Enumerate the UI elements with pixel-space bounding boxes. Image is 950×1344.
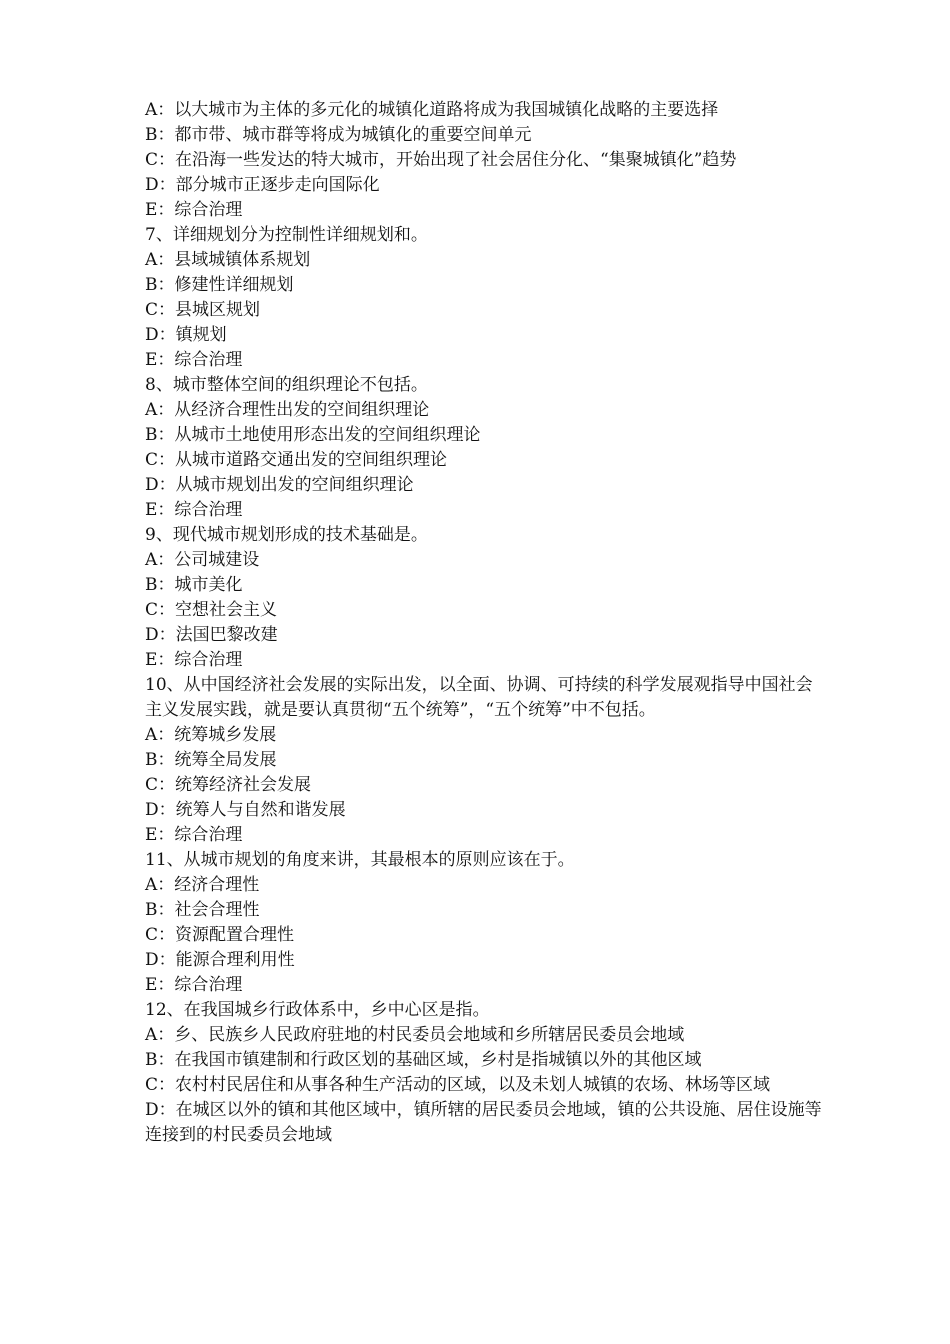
option-d: D：能源合理利用性 [145,950,295,970]
option-d: D：统筹人与自然和谐发展 [145,800,346,820]
option-c: C：资源配置合理性 [145,925,295,945]
option-e: E：综合治理 [145,975,243,995]
option-a: A：公司城建设 [145,550,260,570]
option-b: B：在我国市镇建制和行政区划的基础区域，乡村是指城镇以外的其他区域 [145,1050,702,1070]
option-c: C：统筹经济社会发展 [145,775,312,795]
question-8: 8、城市整体空间的组织理论不包括。 [145,375,428,395]
question-10: 10、从中国经济社会发展的实际出发，以全面、协调、可持续的科学发展观指导中国社会主义发展实践，就是要认真贯彻“五个统筹”，“五个统筹”中不包括。 [145,675,813,720]
question-7: 7、详细规划分为控制性详细规划和。 [145,225,428,245]
option-a: A：统筹城乡发展 [145,725,277,745]
option-b: B：修建性详细规划 [145,275,294,295]
option-b: B：城市美化 [145,575,243,595]
option-e: E：综合治理 [145,350,243,370]
option-d: D：在城区以外的镇和其他区域中，镇所辖的居民委员会地域，镇的公共设施、居住设施等连接到的村民委员会地域 [145,1100,822,1145]
option-e: E：综合治理 [145,500,243,520]
document-body [145,98,825,1148]
question-9: 9、现代城市规划形成的技术基础是。 [145,525,428,545]
option-e: E：综合治理 [145,200,243,220]
option-d: D：从城市规划出发的空间组织理论 [145,475,414,495]
option-a: A：县域城镇体系规划 [145,250,311,270]
option-b: B：都市带、城市群等将成为城镇化的重要空间单元 [145,125,532,145]
option-c: C：在沿海一些发达的特大城市，开始出现了社会居住分化、“集聚城镇化”趋势 [145,150,737,170]
option-c: C：空想社会主义 [145,600,278,620]
option-d: D：部分城市正逐步走向国际化 [145,175,380,195]
option-d: D：镇规划 [145,325,227,345]
option-b: B：社会合理性 [145,900,260,920]
option-c: C：县城区规划 [145,300,261,320]
option-d: D：法国巴黎改建 [145,625,278,645]
option-c: C：农村村民居住和从事各种生产活动的区域，以及未划人城镇的农场、林场等区域 [145,1075,771,1095]
option-b: B：从城市土地使用形态出发的空间组织理论 [145,425,481,445]
question-11: 11、从城市规划的角度来讲，其最根本的原则应该在于。 [145,850,575,870]
option-e: E：综合治理 [145,825,243,845]
option-c: C：从城市道路交通出发的空间组织理论 [145,450,448,470]
question-12: 12、在我国城乡行政体系中，乡中心区是指。 [145,1000,490,1020]
option-a: A：经济合理性 [145,875,260,895]
option-b: B：统筹全局发展 [145,750,277,770]
option-a: A：以大城市为主体的多元化的城镇化道路将成为我国城镇化战略的主要选择 [145,100,719,120]
option-a: A：乡、民族乡人民政府驻地的村民委员会地域和乡所辖居民委员会地域 [145,1025,685,1045]
option-a: A：从经济合理性出发的空间组织理论 [145,400,430,420]
option-e: E：综合治理 [145,650,243,670]
